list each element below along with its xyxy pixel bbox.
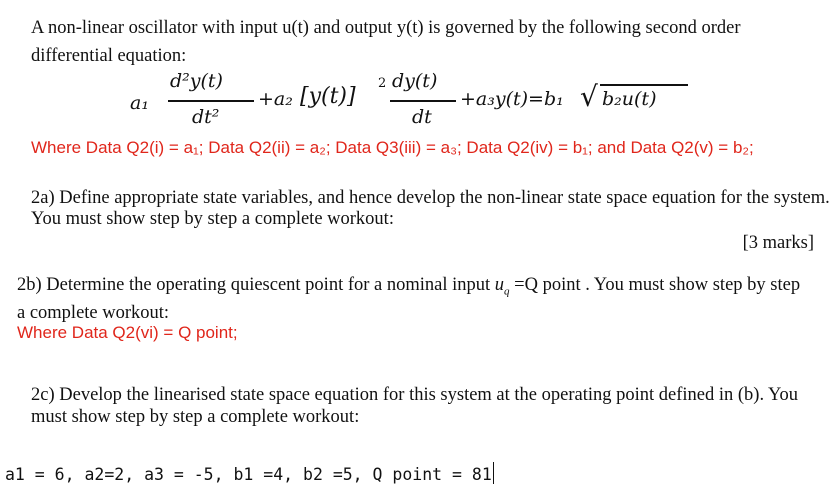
eq-sqrt-content: b₂u(t): [602, 88, 657, 110]
q2c-line-2: must show step by step a complete workout:: [31, 407, 360, 427]
intro-line-1: A non-linear oscillator with input u(t) and output y(t) is governed by the following second order: [31, 18, 741, 38]
values-line: a1 = 6, a2=2, a3 = -5, b1 =4, b2 =5, Q point = 81: [5, 465, 492, 484]
q2b-uq: u: [494, 275, 505, 295]
eq-frac1-bar: [168, 100, 254, 102]
eq-exponent: 2: [378, 76, 387, 91]
eq-a1: a₁: [130, 92, 149, 114]
intro-line-2: differential equation:: [31, 46, 187, 66]
eq-sqrt-bar: [600, 84, 688, 86]
eq-frac2-denominator: dt: [412, 106, 432, 128]
eq-frac2-numerator: dy(t): [392, 70, 438, 92]
q2b-line-1: [17, 274, 800, 303]
q2b-line-1-pre: 2b) Determine the operating quiescent point for a nominal input: [17, 275, 495, 295]
where-data-line: Where Data Q2(i) = a₁; Data Q2(ii) = a₂; Data Q3(iii) = a₃; Data Q2(iv) = b₁; and Data Q2(v) = b₂;: [31, 138, 754, 157]
q2b-where: Where Data Q2(vi) = Q point;: [17, 323, 238, 342]
values-text-field[interactable]: [5, 462, 494, 484]
eq-plus-a2: +a₂: [258, 88, 293, 110]
q2a-marks: [3 marks]: [742, 233, 814, 253]
eq-frac1-denominator: dt²: [192, 106, 220, 128]
eq-frac1-numerator: d²y(t): [170, 70, 223, 92]
q2c-line-1: 2c) Develop the linearised state space equation for this system at the operating point defined in (b). You: [31, 385, 799, 405]
text-cursor: [493, 462, 495, 484]
eq-frac2-bar: [390, 100, 456, 102]
q2a-line-2: You must show step by step a complete workout:: [31, 209, 394, 229]
eq-bracket-term: [y(t)]: [300, 84, 356, 109]
sqrt-icon: √: [580, 80, 598, 113]
q2b-uq-sub: q: [504, 285, 510, 298]
eq-rhs: +a₃y(t)=b₁: [460, 88, 564, 110]
differential-equation: [130, 60, 690, 144]
q2b-line-1-post: =Q point . You must show step by step: [509, 275, 801, 295]
q2b-line-2: a complete workout:: [17, 303, 170, 323]
q2a-line-1: 2a) Define appropriate state variables, and hence develop the non-linear state space equation for the system.: [31, 188, 830, 208]
